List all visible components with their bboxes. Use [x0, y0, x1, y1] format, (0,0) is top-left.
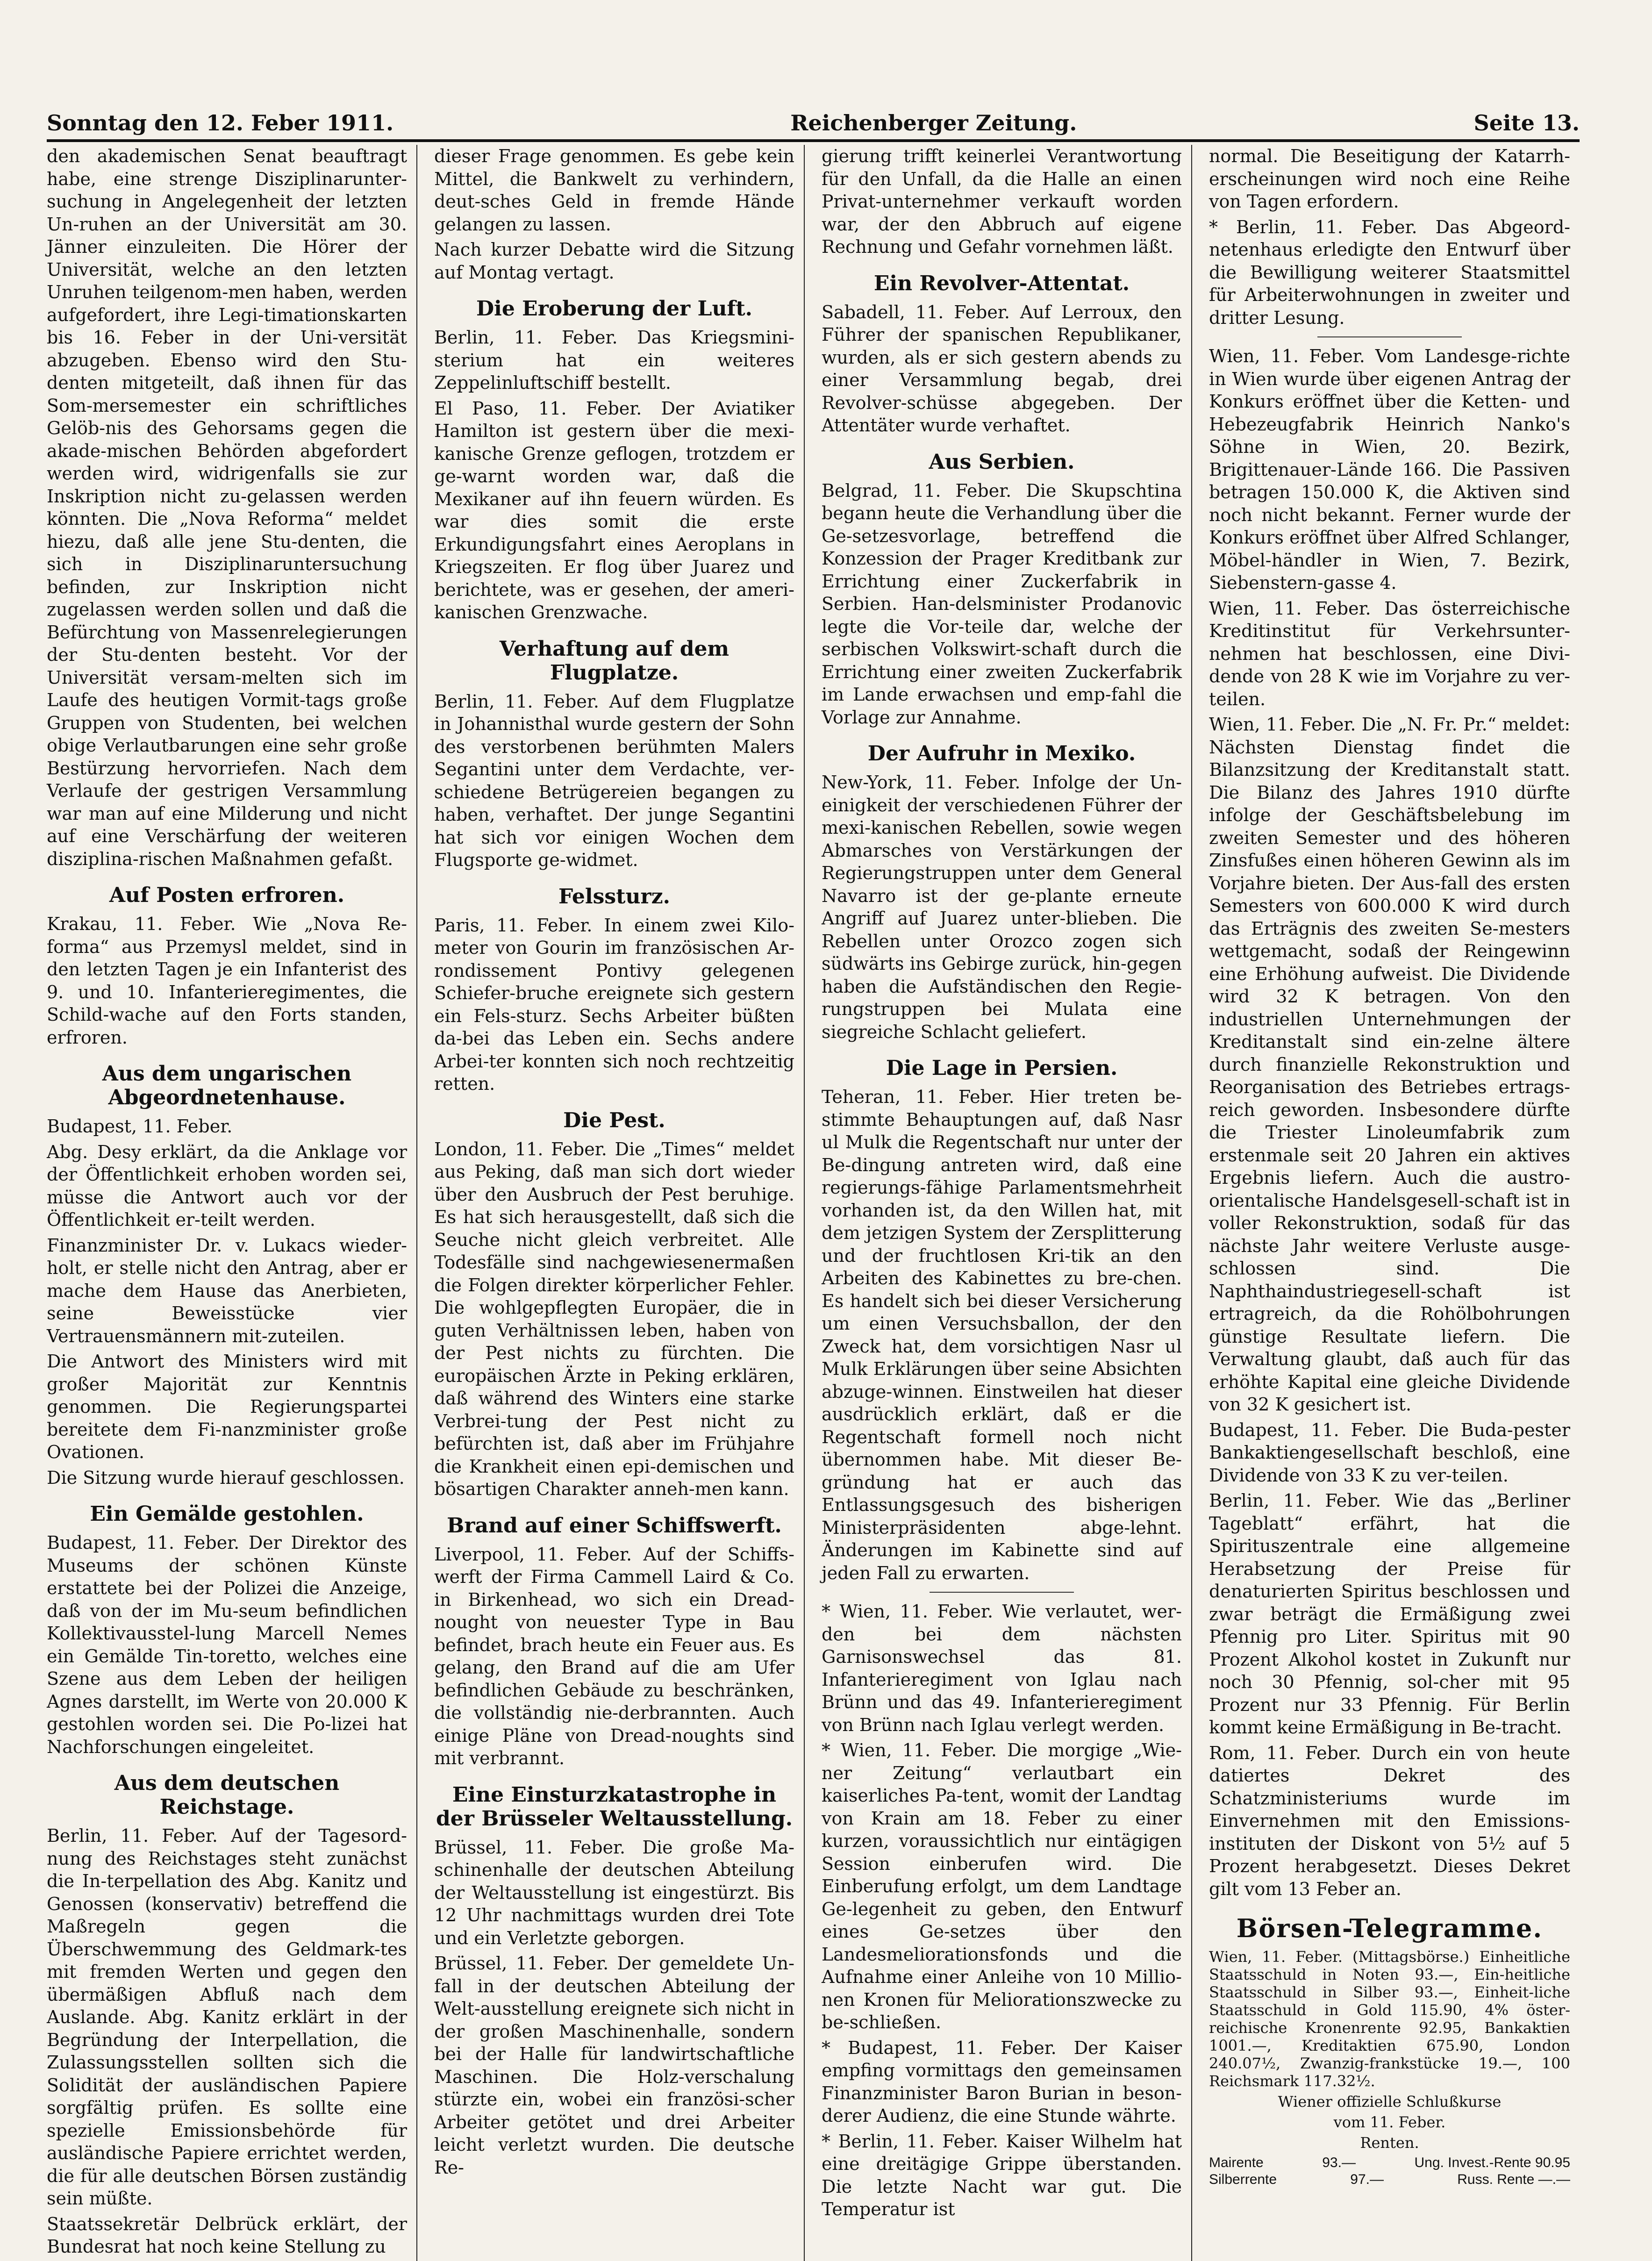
article-paragraph: * Berlin, 11. Feber. Das Abgeord-netenhaus erledigte den Entwurf über die Bewilligung weiterer Staatsmittel für Arbeiterwohnungen in zweiter und dritter Lesung.: [1209, 216, 1570, 328]
article-paragraph: Budapest, 11. Feber. Der Direktor des Museums der schönen Künste erstattete bei der Polizei die Anzeige, daß von der im Mu-seum befindlichen Kollektivausstel-lung Marcell Nemes ein Gemälde Tin-toretto, welches eine Szene aus dem Leben der heiligen Agnes darstellt, im Werte von 20.000 K gestohlen worden sei. Die Po-lizei hat Nachforschungen eingeleitet.: [47, 1532, 407, 1757]
article-headline: Die Eroberung der Luft.: [476, 297, 752, 321]
kurs-right: Ung. Invest.-Rente 90.95: [1414, 2155, 1570, 2170]
kurs-mid: 93.—: [1322, 2155, 1356, 2170]
article-headline: Aus dem deutschen Reichstage.: [114, 1771, 340, 1819]
article-headline: Auf Posten erfroren.: [109, 883, 345, 907]
article-paragraph: Finanzminister Dr. v. Lukacs wieder-holt, er stelle nicht den Antrag, aber er mache dem Hause das Anerbieten, seine Beweisstücke vier Vertrauensmännern mit-zuteilen.: [47, 1235, 407, 1346]
kurs-right: Russ. Rente —.—: [1457, 2172, 1570, 2187]
kurs-left: Silberrente: [1209, 2172, 1277, 2187]
article-paragraph: Berlin, 11. Feber. Auf dem Flugplatze in Johannisthal wurde gestern der Sohn des verstorbenen berühmten Malers Segantini unter dem Verdachte, ver-schiedene Betrügereien begangen zu haben, verhaftet. Der junge Segantini hat sich vor einigen Wochen dem Flugsporte ge-widmet.: [434, 691, 794, 870]
article-headline: Die Pest.: [563, 1108, 665, 1132]
article-paragraph: El Paso, 11. Feber. Der Aviatiker Hamilton ist gestern über die mexi-kanische Grenze geflogen, trotzdem er ge-warnt worden war, daß die Mexikaner auf ihn feuern würden. Es war dies somit die erste Erkundigungsfahrt eines Aeroplans in Kriegszeiten. Er flog über Juarez und berichtete, was er gesehen, der ameri-kanischen Grenzwache.: [434, 398, 794, 622]
article-paragraph: * Berlin, 11. Feber. Kaiser Wilhelm hat eine dreitägige Grippe überstanden. Die letzte Nacht war gut. Die Temperatur ist: [822, 2131, 1182, 2219]
boerse-subheading: Renten.: [1360, 2134, 1419, 2152]
article-paragraph: dieser Frage genommen. Es gebe kein Mittel, die Bankwelt zu verhindern, deut-sches Geld in fremde Hände gelangen zu lassen.: [434, 146, 794, 235]
article-paragraph: Belgrad, 11. Feber. Die Skupschtina begann heute die Verhandlung über die Ge-setzesvorlage, betreffend die Konzession der Prager Kreditbank zur Errichtung einer Zuckerfabrik in Serbien. Han-delsminister Prodanovic legte die Vor-teile dar, welche der serbischen Volkswirt-schaft durch die Errichtung einer zweiten Zuckerfabrik im Lande erwachsen und emp-fahl die Vorlage zur Annahme.: [822, 480, 1182, 728]
article-paragraph: Paris, 11. Feber. In einem zwei Kilo-meter von Gourin im französischen Ar-rondissement Pontivy gelegenen Schiefer-bruche ereignete sich gestern ein Fels-sturz. Sechs Arbeiter büßten da-bei das Leben ein. Sechs andere Arbei-ter konnten sich noch rechtzeitig retten.: [434, 915, 794, 1094]
article-paragraph: Krakau, 11. Feber. Wie „Nova Re-forma“ aus Przemysl meldet, sind in den letzten Tagen je ein Infanterist des 9. und 10. Infanterieregimentes, die Schild-wache auf den Forts standen, erfroren.: [47, 914, 407, 1048]
article-paragraph: Rom, 11. Feber. Durch ein von heute datiertes Dekret des Schatzministeriums wurde im Einvernehmen mit den Emissions-instituten der Diskont von 5½ auf 5 Prozent herabgesetzt. Dieses Dekret gilt vom 13 Feber an.: [1209, 1742, 1570, 1899]
boerse-heading: Börsen-Telegramme.: [1236, 1913, 1543, 1943]
kurs-mid: 97.—: [1350, 2172, 1384, 2187]
article-paragraph: Staatssekretär Delbrück erklärt, der Bundesrat hat noch keine Stellung zu: [47, 2213, 407, 2257]
article-headline: Brand auf einer Schiffswerft.: [447, 1513, 782, 1538]
article-paragraph: Die Sitzung wurde hierauf geschlossen.: [47, 1467, 405, 1488]
article-paragraph: * Wien, 11. Feber. Die morgige „Wie-ner Zeitung“ verlautbart ein kaiserliches Pa-tent, womit der Landtag von Krain am 18. Feber zu einer kurzen, voraussichtlich nur eintägigen Session einberufen wird. Die Einberufung erfolgt, um dem Landtage Ge-legenheit zu geben, den Entwurf eines Ge-setzes über den Landesmeliorationsfonds und die Aufnahme einer Anleihe von 10 Millio-nen Kronen für Meliorationszwecke zu be-schließen.: [822, 1740, 1182, 2032]
article-paragraph: Berlin, 11. Feber. Wie das „Berliner Tageblatt“ erfährt, hat die Spirituszentrale eine allgemeine Herabsetzung der Preise für denaturierten Spiritus beschlossen und zwar beträgt die Ermäßigung zwei Pfennig pro Liter. Spiritus mit 90 Prozent Alkohol kostet in Zukunft nur noch 30 Pfennig, sol-cher mit 95 Prozent nur 33 Pfennig. Für Berlin kommt keine Ermäßigung in Be-tracht.: [1209, 1490, 1570, 1738]
article-paragraph: Sabadell, 11. Feber. Auf Lerroux, den Führer der spanischen Republikaner, wurden, als er sich gestern abends zu einer Versammlung begab, drei Revolver-schüsse abgegeben. Der Attentäter wurde verhaftet.: [822, 301, 1182, 436]
article-paragraph: Budapest, 11. Feber. Die Buda-pester Bankaktiengesellschaft beschloß, eine Dividende von 33 K zu ver-teilen.: [1209, 1419, 1570, 1486]
article-paragraph: Abg. Desy erklärt, da die Anklage vor der Öffentlichkeit erhoben worden sei, müsse die Antwort auch vor der Öffentlichkeit er-teilt werden.: [47, 1141, 407, 1230]
kurs-row: [1209, 2154, 1570, 2171]
article-paragraph: Berlin, 11. Feber. Das Kriegsmini-sterium hat ein weiteres Zeppelinluftschiff bestellt.: [434, 327, 794, 393]
article-headline: Eine Einsturzkatastrophe in der Brüsseler Weltausstellung.: [436, 1782, 793, 1831]
article-headline: Aus dem ungarischen Abgeordnetenhause.: [102, 1062, 352, 1109]
article-headline: Der Aufruhr in Mexiko.: [867, 742, 1136, 766]
article-paragraph: Wien, 11. Feber. Das österreichische Kreditinstitut für Verkehrsunter-nehmen hat beschlossen, eine Divi-dende von 28 K wie im Vorjahre zu ver-teilen.: [1209, 598, 1570, 709]
article-paragraph: * Wien, 11. Feber. Wie verlautet, wer-den bei dem nächsten Garnisonswechsel das 81. Infanterieregiment von Iglau nach Brünn und das 49. Infanterieregiment von Brünn nach Iglau verlegt werden.: [822, 1601, 1182, 1735]
article-headline: Felssturz.: [558, 884, 670, 909]
column-4: [1209, 145, 1580, 2261]
kurs-row: [1209, 2171, 1570, 2188]
column-1: [47, 145, 417, 2261]
page-header: [47, 107, 1580, 139]
article-paragraph: New-York, 11. Feber. Infolge der Un-einigkeit der verschiedenen Führer der mexi-kanischen Rebellen, sowie wegen Abmarsches von Verstärkungen der Regierungstruppen unter dem General Navarro ist der ge-plante erneute Angriff auf Juarez unter-blieben. Die Rebellen unter Orozco zogen sich südwärts ins Gebirge zurück, hin-gegen haben die Aufständischen den Regie-rungstruppen bei Mulata eine siegreiche Schlacht geliefert.: [822, 772, 1182, 1042]
article-paragraph: Brüssel, 11. Feber. Die große Ma-schinenhalle der deutschen Abteilung der Weltausstellung ist eingestürzt. Bis 12 Uhr nachmittags wurden drei Tote und ein Verletzte geborgen.: [434, 1837, 794, 1948]
article-paragraph: gierung trifft keinerlei Verantwortung für den Unfall, da die Halle an einen Privat-unternehmer verkauft worden war, der den Abbruch auf eigene Rechnung und Gefahr vornehmen läßt.: [822, 146, 1182, 257]
article-paragraph: Liverpool, 11. Feber. Auf der Schiffs-werft der Firma Cammell Laird & Co. in Birkenhead, wo sich ein Dread-nought von neuester Type in Bau befindet, brach heute ein Feuer aus. Es gelang, den Brand auf die am Ufer befindlichen Gebäude zu beschränken, die vollständig nie-derbrannten. Auch einige Pläne von Dread-noughts sind mit verbrannt.: [434, 1544, 794, 1768]
column-3: [822, 145, 1192, 2261]
article-paragraph: Brüssel, 11. Feber. Der gemeldete Un-fall in der deutschen Abteilung der Welt-ausstellung ereignete sich nicht in der großen Maschinenhalle, sondern bei der Halle für landwirtschaftliche Maschinen. Die Holz-verschalung stürzte ein, wobei ein französi-scher Arbeiter getötet und drei Arbeiter leicht verletzt wurden. Die deutsche Re-: [434, 1953, 794, 2178]
boerse-subheading: Wiener offizielle Schlußkurse: [1278, 2093, 1502, 2111]
article-paragraph: Nach kurzer Debatte wird die Sitzung auf Montag vertagt.: [434, 239, 794, 283]
article-headline: Aus Serbien.: [929, 450, 1075, 474]
section-divider: [930, 1592, 1073, 1593]
article-headline: Die Lage in Persien.: [886, 1056, 1118, 1080]
article-columns: [47, 145, 1580, 2257]
article-headline: Ein Revolver-Attentat.: [873, 271, 1130, 295]
header-date: Sonntag den 12. Feber 1911.: [47, 110, 394, 136]
column-2: [434, 145, 805, 2261]
article-paragraph: den akademischen Senat beauftragt habe, eine strenge Disziplinarunter-suchung in Angelegenheit der letzten Un-ruhen an der Universität am 30. Jänner einzuleiten. Die Hörer der Universität, welche an den letzten Unruhen teilgenom-men haben, werden aufgefordert, ihre Legi-timationskarten bis 16. Feber in der Uni-versität abzugeben. Ebenso wird den Stu-denten mitgeteilt, daß ihnen für das Som-mersemester ein schriftliches Gelöb-nis des Gehorsams gegen die akade-mischen Behörden abgefordert werden wird, widrigenfalls sie zur Inskription nicht zu-gelassen werden könnten. Die „Nova Reforma“ meldet hiezu, daß alle jene Stu-denten, die sich in Disziplinaruntersuchung befinden, zur Inskription nicht zugelassen werden sollen und daß die Befürchtung von Massenrelegierungen der Stu-denten besteht. Vor der Universität versam-melten sich im Laufe des heutigen Vormit-tags große Gruppen von Studenten, bei welchen obige Verlautbarungen eine sehr große Bestürzung hervorriefen. Nach dem Verlaufe der gestrigen Versammlung war man auf eine Milderung und nicht auf eine Verschärfung der weiteren disziplina-rischen Maßnahmen gefaßt.: [47, 146, 407, 869]
article-paragraph: Budapest, 11. Feber.: [47, 1116, 233, 1137]
article-paragraph: Teheran, 11. Feber. Hier treten be-stimmte Behauptungen auf, daß Nasr ul Mulk die Regentschaft nur unter der Be-dingung antreten wird, daß eine regierungs-fähige Parlamentsmehrheit vorhanden ist, da den Willen hat, mit dem jetzigen System der Zersplitterung und der fruchtlosen Kri-tik an den Arbeiten des Kabinettes zu bre-chen. Es handelt sich bei dieser Versicherung um einen Versuchsballon, der den Zweck hat, dem vorsichtigen Nasr ul Mulk Erklärungen über seine Absichten abzuge-winnen. Einstweilen hat dieser ausdrücklich erklärt, daß er die Regentschaft formell noch nicht übernommen habe. Mit dieser Be-gründung hat er auch das Entlassungsgesuch des bisherigen Ministerpräsidenten abge-lehnt. Änderungen im Kabinette sind auf jeden Fall zu erwarten.: [822, 1087, 1182, 1583]
boerse-text: Wien, 11. Feber. (Mittagsbörse.) Einheitliche Staatsschuld in Noten 93.—, Ein-heitliche Staatsschuld in Silber 93.—, Einheit-liche Staatsschuld in Gold 115.90, 4% öster-reichische Kronenrente 92.95, Bankaktien 1001.—, Kreditaktien 675.90, London 240.07½, Zwanzig-frankstücke 19.—, 100 Reichsmark 117.32½.: [1209, 1948, 1570, 2090]
section-divider: [1317, 336, 1462, 337]
boerse-subheading: vom 11. Feber.: [1333, 2113, 1446, 2131]
page-number: Seite 13.: [1473, 110, 1580, 136]
article-paragraph: Berlin, 11. Feber. Auf der Tagesord-nung des Reichstages steht zunächst die In-terpellation des Abg. Kanitz und Genossen (konservativ) betreffend die Maßregeln gegen die Überschwemmung des Geldmark-tes mit fremden Werten und gegen den übermäßigen Abfluß nach dem Auslande. Abg. Kanitz erklärt in der Begründung der Interpellation, die Zulassungsstellen sollten sich die Solidität der ausländischen Papiere sorgfältig prüfen. Es sollte eine spezielle Emissionsbehörde für ausländische Papiere errichtet werden, die für alle deutschen Börsen zuständig sein müßte.: [47, 1825, 407, 2209]
article-paragraph: Wien, 11. Feber. Die „N. Fr. Pr.“ meldet: Nächsten Dienstag findet die Bilanzsitzung der Kreditanstalt statt. Die Bilanz des Jahres 1910 dürfte infolge der Geschäftsbelebung im zweiten Semester und des höheren Zinsfußes einen höheren Gewinn als im Vorjahre bieten. Der Aus-fall des ersten Semesters von 600.000 K wird durch das Erträgnis des zweiten Se-mesters wettgemacht, sodaß der Reingewinn eine Erhöhung aufweist. Die Dividende wird 32 K betragen. Von den industriellen Unternehmungen der Kreditanstalt sind ein-zelne ältere durch finanzielle Rekonstruktion und Reorganisation des Betriebes ertrags-reich geworden. Insbesondere dürfte die Triester Linoleumfabrik zum erstenmale seit 20 Jahren ein aktives Ergebnis liefern. Auch die austro-orientalische Handelsgesell-schaft ist in voller Rekonstruktion, sodaß für das nächste Jahr weitere Verluste ausge-schlossen sind. Die Naphthaindustriegesell-schaft ist ertragreich, da die Rohölbohrungen günstige Resultate liefern. Die Verwaltung glaubt, daß auch für das erhöhte Kapital eine gleiche Dividende von 32 K gesichert ist.: [1209, 714, 1570, 1415]
header-rule: [47, 139, 1580, 142]
article-headline: Verhaftung auf dem Flugplatze.: [499, 637, 729, 685]
article-paragraph: Wien, 11. Feber. Vom Landesge-richte in Wien wurde über eigenen Antrag der Konkurs eröffnet über die Ketten- und Hebezeugfabrik Heinrich Nanko's Söhne in Wien, 20. Bezirk, Brigittenauer-Lände 166. Die Passiven betragen 150.000 K, die Aktiven sind noch nicht bekannt. Ferner wurde der Konkurs eröffnet über Alfred Schlanger, Möbel-händler in Wien, 7. Bezirk, Siebenstern-gasse 4.: [1209, 346, 1571, 593]
article-paragraph: normal. Die Beseitigung der Katarrh-erscheinungen wird noch eine Reihe von Tagen erfordern.: [1209, 146, 1570, 212]
article-headline: Ein Gemälde gestohlen.: [90, 1502, 364, 1526]
article-paragraph: Die Antwort des Ministers wird mit großer Majorität zur Kenntnis genommen. Die Regierungspartei bereitete dem Fi-nanzminister große Ovationen.: [47, 1351, 407, 1462]
kurs-left: Mairente: [1209, 2155, 1264, 2170]
article-paragraph: * Budapest, 11. Feber. Der Kaiser empfing vormittags den gemeinsamen Finanzminister Baron Burian in beson-derer Audienz, die eine Stunde währte.: [822, 2037, 1182, 2126]
article-paragraph: London, 11. Feber. Die „Times“ meldet aus Peking, daß man sich dort wieder über den Ausbruch der Pest beruhige. Es hat sich herausgestellt, daß sich die Seuche nicht gleich verbreitet. Alle Todesfälle sind nachgewiesenermaßen die Folgen direkter körperlicher Fehler. Die wohlgepflegten Europäer, die in guten Verhältnissen leben, haben von der Pest nichts zu fürchten. Die europäischen Ärzte in Peking erklären, daß während des Winters eine starke Verbrei-tung der Pest nicht zu befürchten ist, daß aber im Frühjahre die Krankheit einen epi-demischen und bösartigen Charakter anneh-men kann.: [434, 1138, 794, 1499]
newspaper-title: Reichenberger Zeitung.: [790, 110, 1077, 136]
